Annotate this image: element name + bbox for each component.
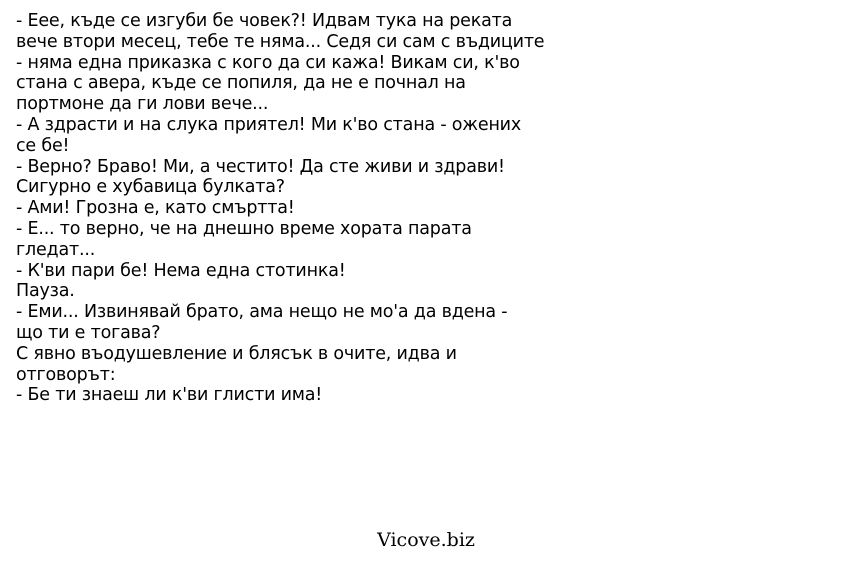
joke-line: - К'ви пари бе! Нема една стотинка! [16, 260, 346, 281]
joke-line: - Ами! Грозна е, като смъртта! [16, 198, 295, 219]
joke-line: - Еми... Извинявай брато, ама нещо не мо'а да вдена - [16, 302, 508, 323]
joke-line: портмоне да ги лови вече... [16, 94, 269, 115]
joke-text [16, 11, 836, 406]
joke-line: - Верно? Браво! Ми, а честито! Да сте живи и здрави! [16, 156, 505, 177]
joke-line: отговорът: [16, 364, 116, 385]
joke-line: - Еее, къде се изгуби бе човек?! Идвам тука на реката [16, 11, 513, 31]
joke-line: Сигурно е хубавица булката? [16, 177, 285, 198]
joke-line: стана с авера, къде се попиля, да не е почнал на [16, 73, 466, 94]
site-watermark: Vicove.biz [377, 529, 475, 551]
joke-line: - Е... то верно, че на днешно време хората парата [16, 218, 472, 239]
joke-line: Пауза. [16, 281, 75, 302]
joke-line: - няма една приказка с кого да си кажа! Викам си, к'во [16, 52, 520, 73]
joke-line: гледат... [16, 239, 96, 260]
joke-line: се бе! [16, 135, 70, 156]
joke-line: - Бе ти знаеш ли к'ви глисти има! [16, 385, 323, 406]
joke-line: - А здрасти и на слука приятел! Ми к'во стана - ожених [16, 114, 522, 135]
joke-line: що ти е тогава? [16, 322, 161, 343]
joke-line: С явно въодушевление и блясък в очите, идва и [16, 343, 457, 364]
joke-line: вече втори месец, тебе те няма... Седя си сам с въдиците [16, 31, 545, 52]
